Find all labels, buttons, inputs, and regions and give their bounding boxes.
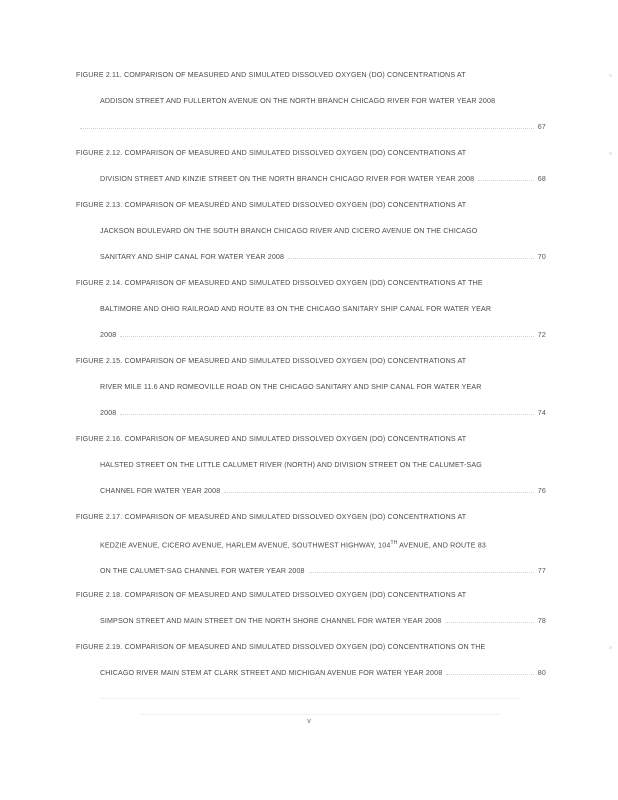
toc-entry-last-line	[76, 322, 546, 348]
toc-page-number: 78	[537, 617, 546, 625]
toc-entry-title-end: 2008	[100, 409, 117, 417]
toc-entry-figure-2-16[interactable]	[76, 426, 546, 504]
dot-leader	[120, 336, 533, 337]
toc-entry-last-line	[76, 660, 546, 686]
toc-page-number: 76	[537, 487, 546, 495]
toc-entry-title-continued: JACKSON BOULEVARD ON THE SOUTH BRANCH CHICAGO RIVER AND CICERO AVENUE ON THE CHICAGO	[100, 227, 478, 235]
scan-artifact	[609, 646, 612, 649]
toc-page-number: 77	[537, 567, 546, 576]
toc-entry-title: FIGURE 2.14. COMPARISON OF MEASURED AND SIMULATED DISSOLVED OXYGEN (DO) CONCENTRATIONS AT THE	[76, 279, 483, 287]
toc-page-number: 80	[537, 669, 546, 677]
dot-leader	[288, 258, 534, 259]
toc-entry-figure-2-12[interactable]	[76, 140, 546, 192]
toc-entry-title: FIGURE 2.16. COMPARISON OF MEASURED AND SIMULATED DISSOLVED OXYGEN (DO) CONCENTRATIONS AT	[76, 435, 467, 443]
toc-entry-title-continued: HALSTED STREET ON THE LITTLE CALUMET RIVER (NORTH) AND DIVISION STREET ON THE CALUMET-SAG	[100, 461, 482, 469]
toc-entry-last-line	[76, 558, 546, 584]
toc-entry-title-continued: RIVER MILE 11.6 AND ROMEOVILLE ROAD ON THE CHICAGO SANITARY AND SHIP CANAL FOR WATER YEAR	[100, 383, 482, 391]
toc-entry-figure-2-15[interactable]	[76, 348, 546, 426]
toc-entry-last-line	[76, 244, 546, 270]
faint-bleed-through-line	[100, 698, 520, 699]
toc-entry-title-end: ON THE CALUMET-SAG CHANNEL FOR WATER YEAR 2008	[100, 567, 305, 576]
scan-artifact	[609, 74, 612, 77]
toc-entry-figure-2-17[interactable]	[76, 504, 546, 584]
toc-entry-last-line	[76, 166, 546, 192]
toc-entry-title-continued: ADDISON STREET AND FULLERTON AVENUE ON THE NORTH BRANCH CHICAGO RIVER FOR WATER YEAR 2008	[100, 97, 496, 105]
toc-entry-title-continued: KEDZIE AVENUE, CICERO AVENUE, HARLEM AVENUE, SOUTHWEST HIGHWAY, 104TH AVENUE, AND ROUTE 83	[100, 540, 486, 550]
toc-page-number: 68	[537, 175, 546, 183]
page-number: v	[307, 718, 311, 725]
dot-leader	[224, 492, 533, 493]
toc-entry-title: FIGURE 2.11. COMPARISON OF MEASURED AND SIMULATED DISSOLVED OXYGEN (DO) CONCENTRATIONS AT	[76, 71, 466, 79]
toc-entry-last-line	[76, 608, 546, 634]
toc-entry-figure-2-13[interactable]	[76, 192, 546, 270]
toc-entry-title: FIGURE 2.12. COMPARISON OF MEASURED AND SIMULATED DISSOLVED OXYGEN (DO) CONCENTRATIONS AT	[76, 149, 467, 157]
toc-entry-figure-2-18[interactable]	[76, 582, 546, 634]
toc-entry-title: FIGURE 2.19. COMPARISON OF MEASURED AND SIMULATED DISSOLVED OXYGEN (DO) CONCENTRATIONS ON THE	[76, 643, 486, 651]
toc-entry-title: FIGURE 2.15. COMPARISON OF MEASURED AND SIMULATED DISSOLVED OXYGEN (DO) CONCENTRATIONS AT	[76, 357, 467, 365]
scan-artifact	[609, 152, 612, 155]
toc-entry-title-end: DIVISION STREET AND KINZIE STREET ON THE NORTH BRANCH CHICAGO RIVER FOR WATER YEAR 2008	[100, 175, 475, 183]
toc-entry-title: FIGURE 2.13. COMPARISON OF MEASURED AND SIMULATED DISSOLVED OXYGEN (DO) CONCENTRATIONS AT	[76, 201, 467, 209]
toc-page-number: 72	[537, 331, 546, 339]
dot-leader	[80, 128, 534, 129]
toc-entry-title: FIGURE 2.18. COMPARISON OF MEASURED AND SIMULATED DISSOLVED OXYGEN (DO) CONCENTRATIONS AT	[76, 591, 467, 599]
toc-entry-last-line	[76, 400, 546, 426]
toc-entry-figure-2-14[interactable]	[76, 270, 546, 348]
toc-entry-title-end: SIMPSON STREET AND MAIN STREET ON THE NORTH SHORE CHANNEL FOR WATER YEAR 2008	[100, 617, 442, 625]
toc-page-number: 67	[537, 123, 546, 131]
toc-page-number: 74	[537, 409, 546, 417]
toc-entry-last-line	[76, 478, 546, 504]
toc-entry-figure-2-19[interactable]	[76, 634, 546, 686]
toc-entry-title-end: CHANNEL FOR WATER YEAR 2008	[100, 487, 221, 495]
toc-entry-title: FIGURE 2.17. COMPARISON OF MEASURED AND SIMULATED DISSOLVED OXYGEN (DO) CONCENTRATIONS AT	[76, 513, 467, 521]
dot-leader	[309, 572, 534, 573]
ordinal-suffix: TH	[390, 540, 398, 546]
toc-entry-figure-2-11[interactable]	[76, 62, 546, 140]
toc-entry-title-continued: BALTIMORE AND OHIO RAILROAD AND ROUTE 83 ON THE CHICAGO SANITARY SHIP CANAL FOR WATER YEAR	[100, 305, 492, 313]
dot-leader	[446, 674, 533, 675]
toc-entry-title-end: 2008	[100, 331, 117, 339]
dot-leader	[478, 180, 534, 181]
toc-entry-title-end: CHICAGO RIVER MAIN STEM AT CLARK STREET AND MICHIGAN AVENUE FOR WATER YEAR 2008	[100, 669, 443, 677]
dot-leader	[120, 414, 533, 415]
toc-entry-title-end: SANITARY AND SHIP CANAL FOR WATER YEAR 2008	[100, 253, 285, 261]
dot-leader	[445, 622, 533, 623]
toc-page-number: 70	[537, 253, 546, 261]
faint-bleed-through-line	[140, 714, 500, 715]
toc-entry-last-line	[76, 114, 546, 140]
